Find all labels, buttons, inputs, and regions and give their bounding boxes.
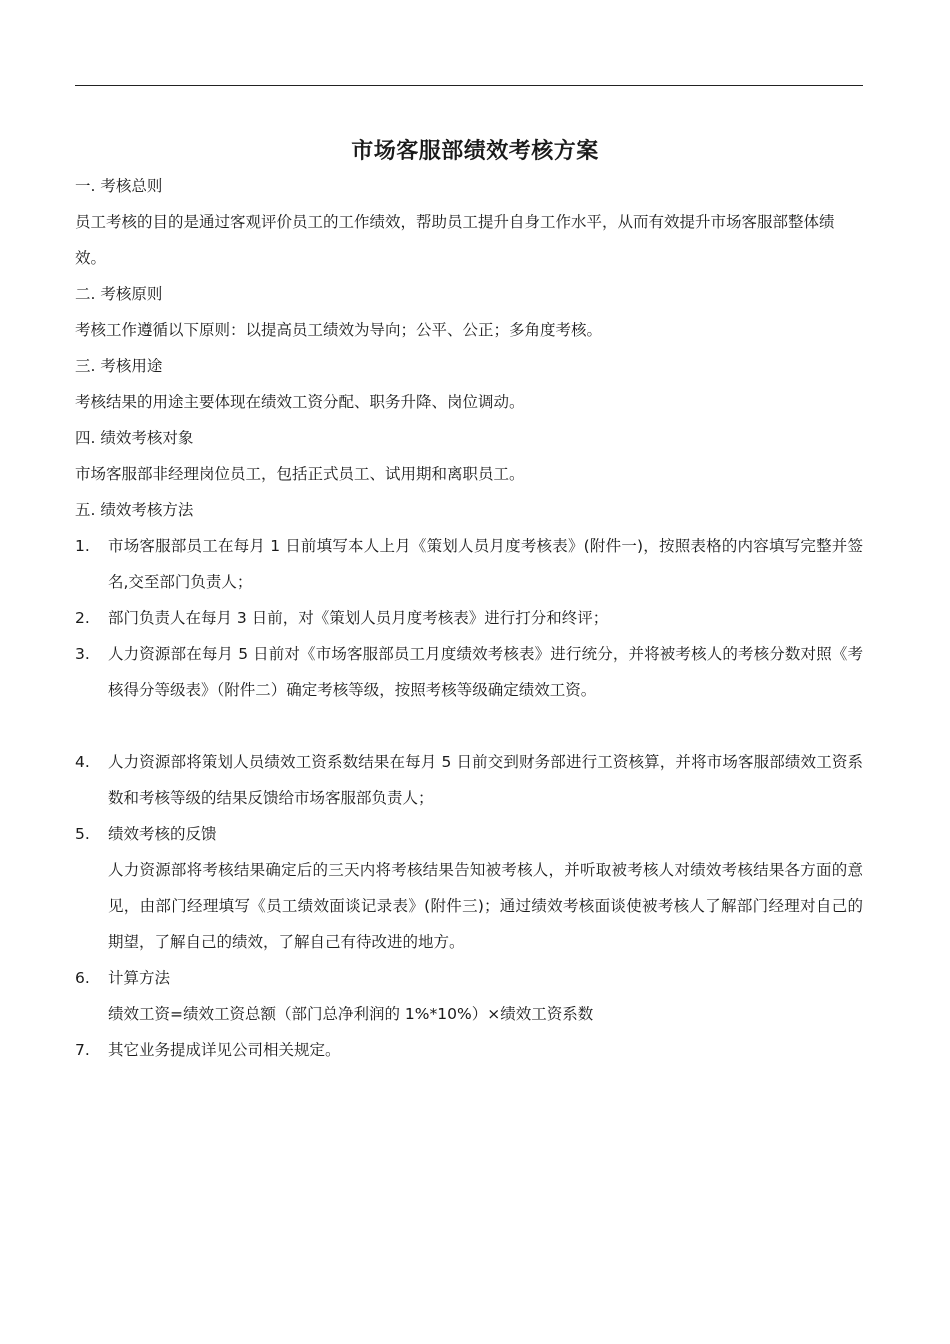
section-1-heading: 一. 考核总则 [75,177,163,195]
list-text: 部门负责人在每月 3 日前，对《策划人员月度考核表》进行打分和终评； [108,609,609,627]
section-4-text: 市场客服部非经理岗位员工，包括正式员工、试用期和离职员工。 [75,465,525,483]
section-5-heading: 五. 绩效考核方法 [75,501,194,519]
list-number: 3. [75,645,90,663]
header-rule [75,85,863,86]
blank-line [75,708,863,744]
list-text: 绩效考核的反馈 [108,825,217,843]
section-2-heading: 二. 考核原则 [75,285,163,303]
document-body [75,168,863,1068]
list-item-6-detail: 绩效工资=绩效工资总额（部门总净利润的 1%*10%）×绩效工资系数 [108,1005,594,1023]
list-number: 5. [75,825,90,843]
section-3-text: 考核结果的用途主要体现在绩效工资分配、职务升降、岗位调动。 [75,393,525,411]
list-text: 计算方法 [108,969,171,987]
list-item-2 [75,600,863,636]
list-item-1 [75,528,863,600]
section-4-heading: 四. 绩效考核对象 [75,429,194,447]
list-number: 1. [75,537,90,555]
page-title: 市场客服部绩效考核方案 [351,139,599,164]
list-number: 4. [75,753,90,771]
list-text: 其它业务提成详见公司相关规定。 [108,1041,341,1059]
section-1-text: 员工考核的目的是通过客观评价员工的工作绩效，帮助员工提升自身工作水平，从而有效提升市场客服部整体绩效。 [75,213,835,267]
list-item-7 [75,1032,863,1068]
list-item-3 [75,636,863,708]
list-number: 6. [75,969,90,987]
section-2-text: 考核工作遵循以下原则：以提高员工绩效为导向；公平、公正；多角度考核。 [75,321,603,339]
list-item-4 [75,744,863,816]
list-text: 人力资源部将策划人员绩效工资系数结果在每月 5 日前交到财务部进行工资核算，并将市场客服部绩效工资系数和考核等级的结果反馈给市场客服部负责人； [108,753,863,807]
list-item-6 [75,960,863,996]
list-item-5-detail: 人力资源部将考核结果确定后的三天内将考核结果告知被考核人，并听取被考核人对绩效考核结果各方面的意见，由部门经理填写《员工绩效面谈记录表》(附件三)；通过绩效考核面谈使被考核人了解部门经理对自己的期望，了解自己的绩效，了解自己有待改进的地方。 [108,861,863,951]
list-text: 市场客服部员工在每月 1 日前填写本人上月《策划人员月度考核表》(附件一)，按照表格的内容填写完整并签名,交至部门负责人； [108,537,863,591]
list-item-5 [75,816,863,852]
list-number: 2. [75,609,90,627]
section-3-heading: 三. 考核用途 [75,357,163,375]
list-text: 人力资源部在每月 5 日前对《市场客服部员工月度绩效考核表》进行统分，并将被考核人的考核分数对照《考核得分等级表》（附件二）确定考核等级，按照考核等级确定绩效工资。 [108,645,863,699]
list-number: 7. [75,1041,90,1059]
